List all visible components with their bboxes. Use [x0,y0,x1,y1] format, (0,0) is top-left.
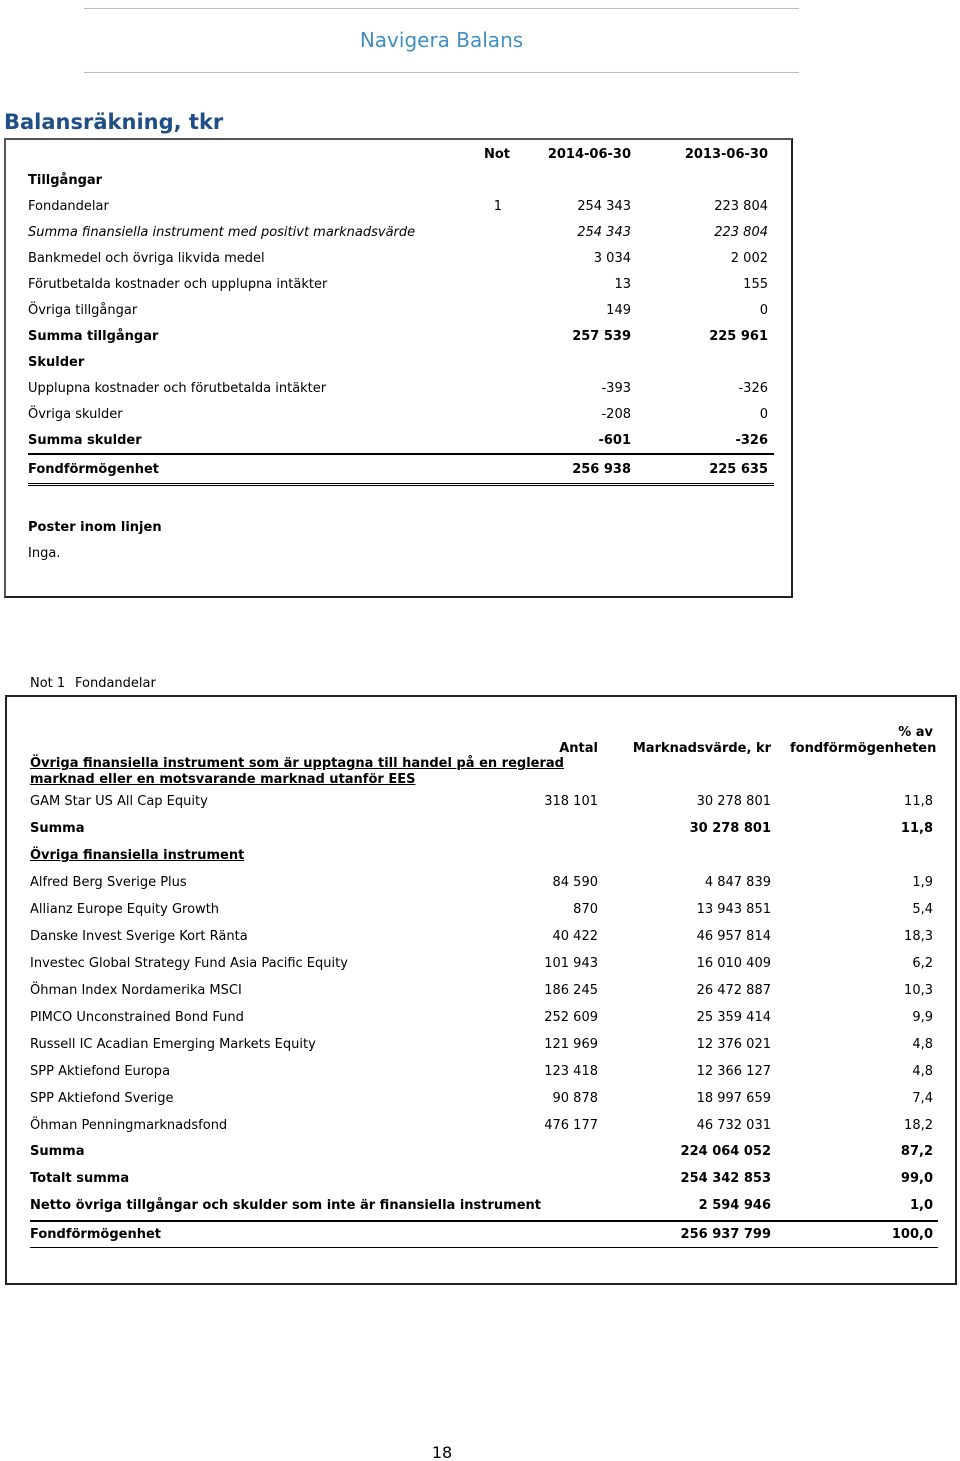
holding-row-pct: 4,8 [912,1037,933,1052]
balance-row-label: Summa finansiella instrument med positivt marknadsvärde [28,225,416,240]
col-header-pct-line1: % av [898,725,933,740]
balance-row-label: Övriga tillgångar [28,303,138,318]
holding-row-market-value: 46 957 814 [696,929,771,944]
holding-row-market-value: 4 847 839 [704,875,771,890]
col-header-market-value: Marknadsvärde, kr [632,741,771,756]
section2-sum-market-value: 224 064 052 [680,1144,771,1159]
balance-row-label: Tillgångar [28,173,103,188]
section2-sum-pct: 87,2 [900,1144,933,1159]
balance-row-value-2013: -326 [738,381,768,396]
balance-row-value-2013: 0 [759,303,768,318]
net-other-name: Netto övriga tillgångar och skulder som inte är finansiella instrument [30,1198,541,1213]
total-sum-pct: 99,0 [900,1171,933,1186]
note-total-rule [30,1220,938,1222]
section1-heading-line1: Övriga finansiella instrument som är upptagna till handel på en reglerad [30,756,564,771]
holding-row-pct: 11,8 [904,794,933,809]
header-bottom-rule [84,72,799,73]
col-header-2014: 2014-06-30 [547,147,631,162]
holding-row-name: Investec Global Strategy Fund Asia Pacific Equity [30,956,348,971]
holding-row-market-value: 12 376 021 [696,1037,771,1052]
holding-row-name: Russell IC Acadian Emerging Markets Equity [30,1037,316,1052]
holding-row-market-value: 25 359 414 [696,1010,771,1025]
holding-row-market-value: 18 997 659 [696,1091,771,1106]
balance-row-value-2014: 254 343 [577,199,631,214]
section1-sum-name: Summa [30,821,85,836]
balance-total-rule-bottom [28,483,774,486]
holding-row-antal: 40 422 [552,929,598,944]
balance-row-value-2013: 0 [759,407,768,422]
holding-row-market-value: 12 366 127 [696,1064,771,1079]
col-header-antal: Antal [559,741,598,756]
holding-row-antal: 186 245 [544,983,598,998]
balance-total-rule-top [28,453,774,455]
note-title: Fondandelar [75,676,156,691]
off-balance-text: Inga. [28,546,61,561]
holding-row-pct: 7,4 [912,1091,933,1106]
holding-row-name: SPP Aktiefond Sverige [30,1091,174,1106]
holding-row-market-value: 30 278 801 [696,794,771,809]
holding-row-antal: 90 878 [552,1091,598,1106]
col-header-2013: 2013-06-30 [684,147,768,162]
holding-row-antal: 870 [573,902,598,917]
section2-heading: Övriga finansiella instrument [30,848,245,863]
balance-row-value-2013: 2 002 [730,251,768,266]
holding-row-name: PIMCO Unconstrained Bond Fund [30,1010,244,1025]
holding-row-antal: 123 418 [544,1064,598,1079]
holding-row-pct: 18,3 [904,929,933,944]
balance-row-label: Upplupna kostnader och förutbetalda intäkter [28,381,327,396]
balance-row-value-2014: 257 539 [572,329,631,344]
holding-row-pct: 6,2 [912,956,933,971]
page-title: Balansräkning, tkr [4,110,224,134]
page-number: 18 [431,1443,453,1461]
balance-row-value-2013: 225 961 [709,329,768,344]
fund-value-pct: 100,0 [891,1227,933,1242]
holding-row-name: GAM Star US All Cap Equity [30,794,208,809]
balance-row-value-2014: -208 [601,407,631,422]
holding-row-market-value: 46 732 031 [696,1118,771,1133]
balance-row-label: Skulder [28,355,85,370]
balance-row-value-2014: -601 [598,433,631,448]
holding-row-pct: 9,9 [912,1010,933,1025]
balance-row-value-2014: -393 [601,381,631,396]
section1-sum-market-value: 30 278 801 [689,821,771,836]
balance-row-value-2013: 223 804 [714,199,768,214]
section1-sum-pct: 11,8 [900,821,933,836]
balance-row-value-2014: 149 [606,303,631,318]
col-header-not: Not [483,147,510,162]
holding-row-name: Danske Invest Sverige Kort Ränta [30,929,248,944]
holding-row-antal: 252 609 [544,1010,598,1025]
holding-row-market-value: 26 472 887 [696,983,771,998]
holding-row-antal: 84 590 [552,875,598,890]
balance-row-value-2013: 155 [743,277,768,292]
holding-row-antal: 318 101 [544,794,598,809]
balance-row-label: Övriga skulder [28,407,123,422]
balance-row-value-2013: 225 635 [709,462,768,477]
balance-row-value-2013: -326 [735,433,768,448]
holding-row-name: Öhman Index Nordamerika MSCI [30,983,242,998]
net-other-pct: 1,0 [909,1198,933,1213]
balance-row-value-2013: 223 804 [714,225,768,240]
holding-row-market-value: 13 943 851 [696,902,771,917]
holding-row-market-value: 16 010 409 [696,956,771,971]
holding-row-name: Alfred Berg Sverige Plus [30,875,187,890]
net-other-market-value: 2 594 946 [698,1198,771,1213]
fund-value-market-value: 256 937 799 [680,1227,771,1242]
balance-row-label: Bankmedel och övriga likvida medel [28,251,265,266]
off-balance-title: Poster inom linjen [28,520,162,535]
holding-row-pct: 18,2 [904,1118,933,1133]
fund-value-name: Fondförmögenhet [30,1227,161,1242]
holding-row-antal: 101 943 [544,956,598,971]
col-header-pct-line2: fondförmögenheten [790,741,937,756]
balance-row-label: Summa skulder [28,433,142,448]
holding-row-antal: 476 177 [544,1118,598,1133]
nav-title-link[interactable]: Navigera Balans [359,28,524,52]
holding-row-name: SPP Aktiefond Europa [30,1064,171,1079]
holding-row-pct: 1,9 [912,875,933,890]
holding-row-name: Öhman Penningmarknadsfond [30,1118,228,1133]
balance-row-value-2014: 13 [614,277,631,292]
balance-row-label: Fondförmögenhet [28,462,159,477]
section1-heading-line2: marknad eller en motsvarande marknad utanför EES [30,772,416,787]
total-sum-market-value: 254 342 853 [680,1171,771,1186]
header-top-rule [84,8,799,9]
balance-row-value-2014: 254 343 [577,225,631,240]
balance-row-value-2014: 256 938 [572,462,631,477]
holding-row-antal: 121 969 [544,1037,598,1052]
holding-row-name: Allianz Europe Equity Growth [30,902,220,917]
balance-row-value-2014: 3 034 [593,251,631,266]
balance-row-label: Fondandelar [28,199,109,214]
holding-row-pct: 5,4 [912,902,933,917]
section2-sum-name: Summa [30,1144,85,1159]
balance-row-label: Summa tillgångar [28,329,159,344]
total-sum-name: Totalt summa [30,1171,130,1186]
balance-row-note-ref: 1 [493,199,502,214]
note-number: Not 1 [30,676,66,691]
holding-row-pct: 10,3 [904,983,933,998]
holding-row-pct: 4,8 [912,1064,933,1079]
note-bottom-rule [30,1247,938,1248]
balance-row-label: Förutbetalda kostnader och upplupna intäkter [28,277,328,292]
